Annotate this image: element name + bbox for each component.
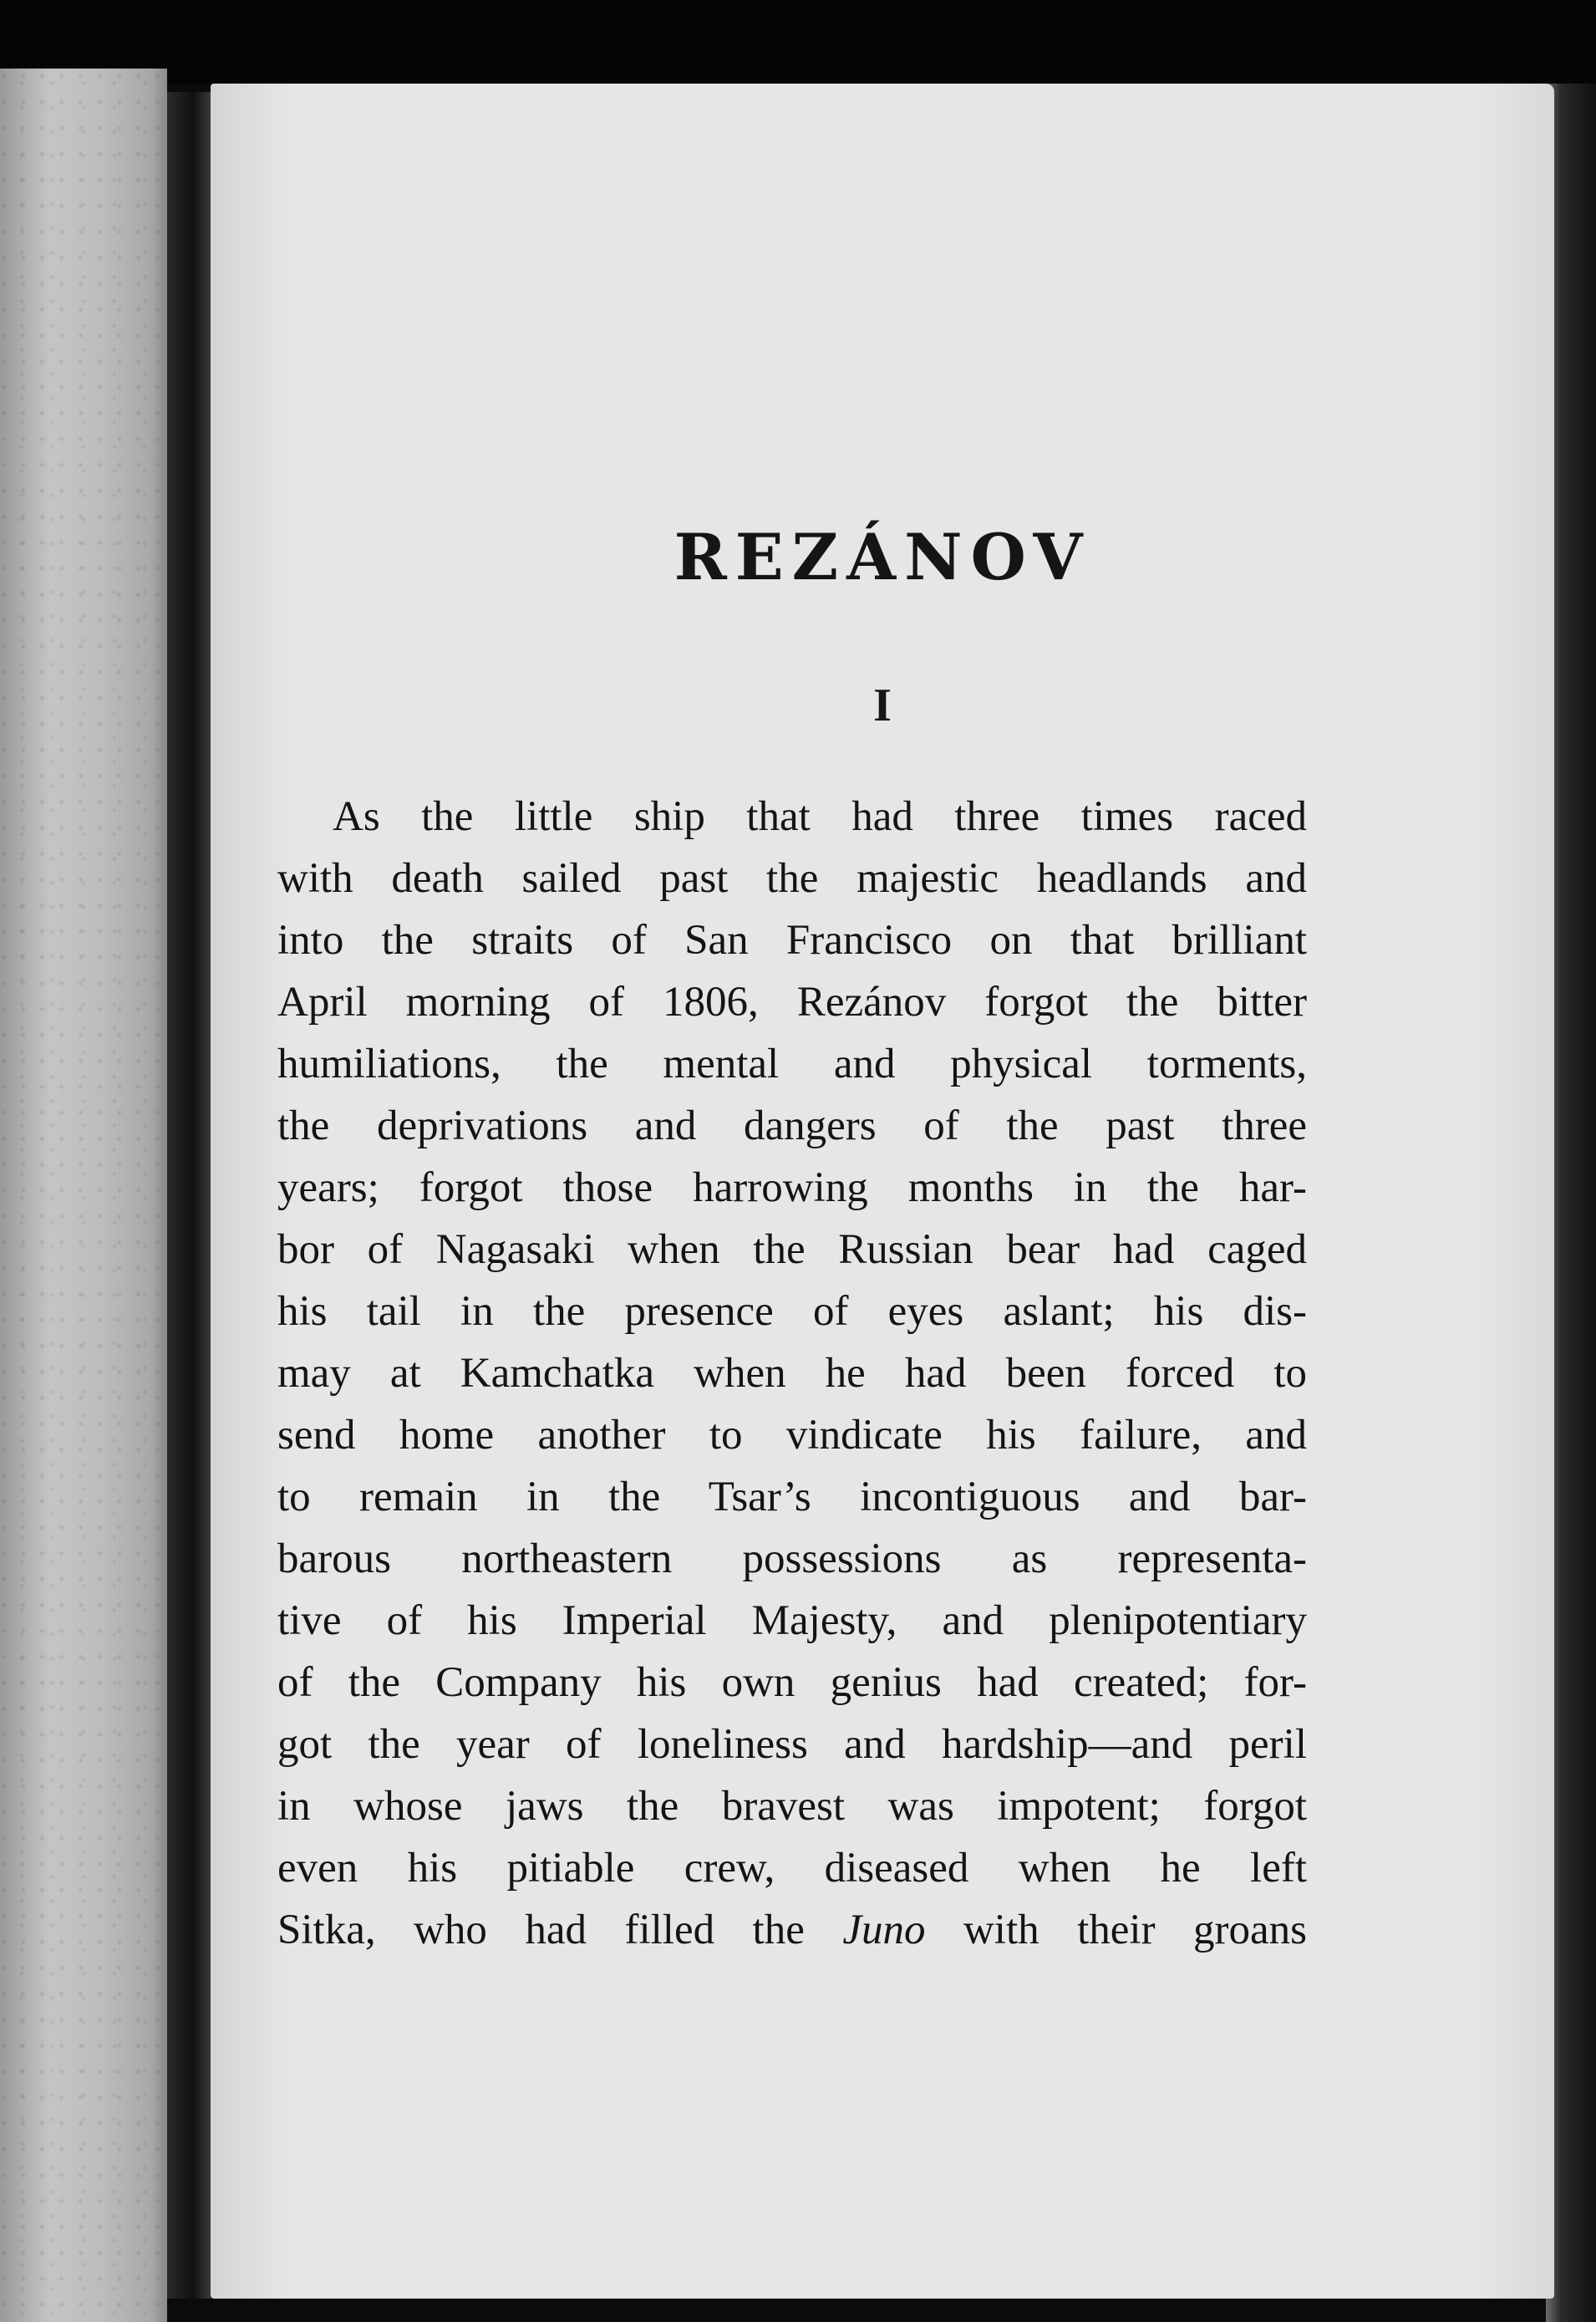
text-line: with death sailed past the majestic headlands and xyxy=(277,855,1307,902)
text-line: his tail in the presence of eyes aslant; his dis- xyxy=(277,1288,1307,1335)
text-line: may at Kamchatka when he had been forced to xyxy=(277,1350,1307,1397)
text-line-last xyxy=(277,1899,1307,1961)
book-page xyxy=(211,84,1554,2299)
body-text xyxy=(277,786,1307,1961)
text-line: As the little ship that had three times raced xyxy=(333,793,1307,840)
text-line: April morning of 1806, Rezánov forgot the bitter xyxy=(277,979,1307,1026)
text-line: to remain in the Tsar’s incontiguous and bar- xyxy=(277,1474,1307,1520)
text-line: into the straits of San Francisco on that brilliant xyxy=(277,917,1307,964)
binding-gutter xyxy=(167,92,211,2299)
chapter-title: REZÁNOV xyxy=(673,520,1091,594)
top-border xyxy=(0,0,1596,84)
text-line: bor of Nagasaki when the Russian bear had caged xyxy=(277,1226,1307,1273)
text-line: humiliations, the mental and physical torments, xyxy=(277,1041,1307,1087)
text-line: years; forgot those harrowing months in the har- xyxy=(277,1164,1307,1211)
text-segment: with their groans xyxy=(963,1907,1307,1953)
text-line: even his pitiable crew, diseased when he left xyxy=(277,1845,1307,1892)
text-line: in whose jaws the bravest was impotent; forgot xyxy=(277,1783,1307,1830)
chapter-number: I xyxy=(873,680,892,731)
text-line: of the Company his own genius had created; for- xyxy=(277,1659,1307,1706)
text-segment: Sitka, who had filled the xyxy=(277,1907,805,1953)
text-line: the deprivations and dangers of the past three xyxy=(277,1102,1307,1149)
text-line: tive of his Imperial Majesty, and plenipotentiary xyxy=(277,1597,1307,1644)
ship-name-italic: Juno xyxy=(842,1907,926,1953)
text-line: got the year of loneliness and hardship—and peril xyxy=(277,1721,1307,1768)
book-spine xyxy=(0,69,167,2322)
text-line: send home another to vindicate his failure, and xyxy=(277,1412,1307,1459)
text-line: barous northeastern possessions as representa- xyxy=(277,1535,1307,1582)
